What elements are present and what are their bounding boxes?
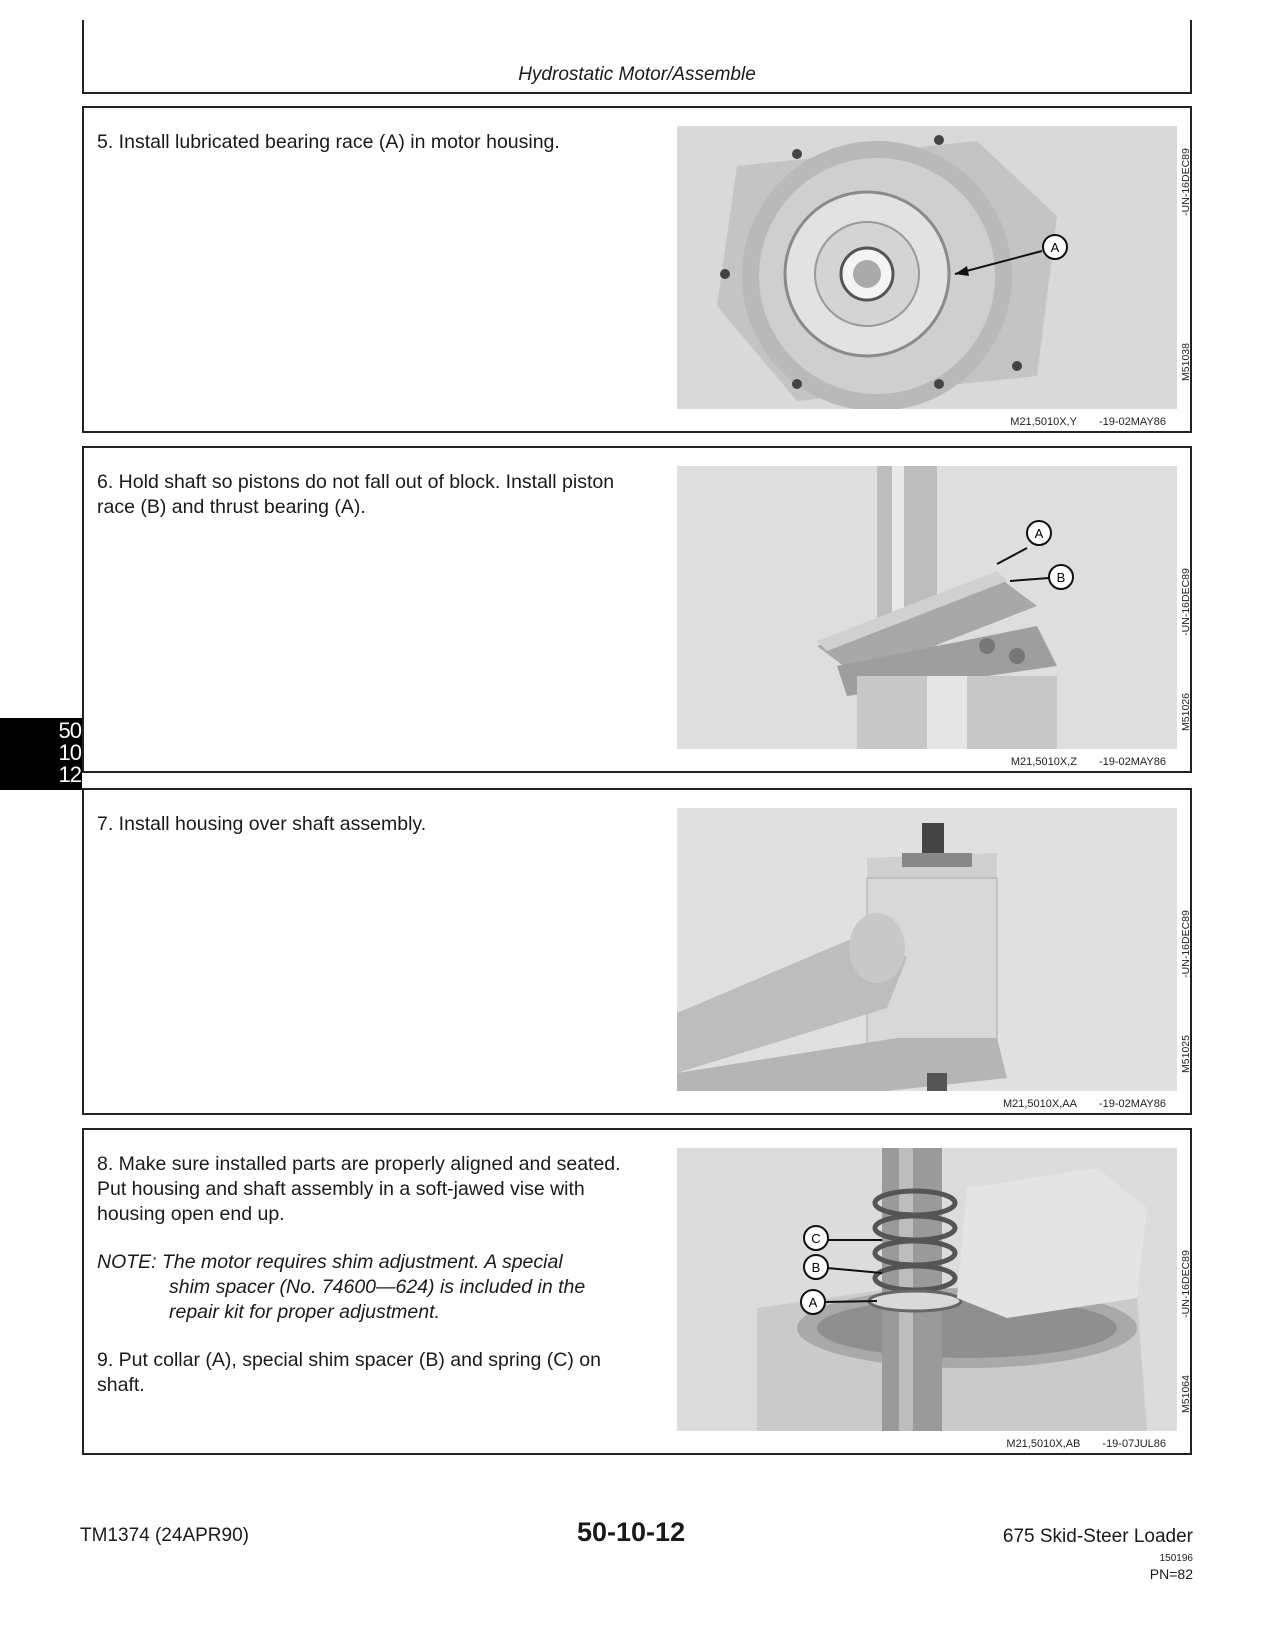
header-frame xyxy=(82,20,1192,94)
step-9-paragraph: 9. Put collar (A), special shim spacer (B) and spring (C) on shaft. xyxy=(97,1349,601,1396)
page-title: Hydrostatic Motor/Assemble xyxy=(518,64,756,85)
photo-id-label: M51026 xyxy=(1180,693,1192,731)
callout-a: A xyxy=(1034,526,1044,541)
caption-code: M21,5010X,AB xyxy=(1006,1438,1081,1450)
photo-ref-label: -UN-16DEC89 xyxy=(1180,1250,1192,1318)
section-tab-line-2: 10 xyxy=(58,740,81,765)
step-7-text xyxy=(97,812,632,860)
step-7-section xyxy=(82,788,1192,1115)
step-8-9-text xyxy=(97,1152,632,1421)
step-6-paragraph: 6. Hold shaft so pistons do not fall out of block. Install piston race (B) and thrust bearing (A). xyxy=(97,471,615,518)
section-tab-line-1: 50 xyxy=(58,718,81,743)
pn-label: PN=82 xyxy=(1149,1566,1193,1582)
step-7-paragraph: 7. Install housing over shaft assembly. xyxy=(97,813,427,835)
note-label: NOTE: xyxy=(97,1251,157,1273)
step-5-section xyxy=(82,106,1192,433)
caption-date: -19-02MAY86 xyxy=(1098,416,1166,428)
callout-c: C xyxy=(811,1231,821,1246)
step-6-caption xyxy=(1011,756,1166,768)
photo-ref-label: -UN-16DEC89 xyxy=(1180,910,1192,978)
step-5-side-codes xyxy=(1180,126,1192,409)
photo-id-label: M51038 xyxy=(1180,343,1192,381)
caption-code: M21,5010X,Z xyxy=(1010,756,1077,768)
step-5-text xyxy=(97,130,632,178)
step-8-9-section xyxy=(82,1128,1192,1455)
photo-ref-label: -UN-16DEC89 xyxy=(1180,148,1192,216)
step-6-side-codes xyxy=(1180,466,1192,749)
photo-id-label: M51025 xyxy=(1180,1035,1192,1073)
caption-code: M21,5010X,Y xyxy=(1010,416,1077,428)
callout-a: A xyxy=(1050,240,1060,255)
callout-b: B xyxy=(1056,570,1066,585)
doc-code: 150196 xyxy=(1159,1553,1193,1564)
step-7-side-codes xyxy=(1180,808,1192,1091)
step-7-caption xyxy=(1003,1098,1166,1110)
section-tab xyxy=(0,718,82,790)
manual-id: TM1374 (24APR90) xyxy=(80,1525,249,1546)
step-8-9-caption xyxy=(1006,1438,1166,1450)
collar-spacer-spring-photo xyxy=(677,1148,1177,1431)
step-8-paragraph: 8. Make sure installed parts are properly aligned and seated. Put housing and shaft assembly in a soft-jawed vise with housing open end up. xyxy=(97,1153,621,1225)
caption-date: -19-02MAY86 xyxy=(1098,756,1166,768)
step-5-caption xyxy=(1010,416,1166,428)
photo-id-label: M51064 xyxy=(1180,1375,1192,1413)
step-6-text xyxy=(97,470,632,543)
callout-a: A xyxy=(808,1295,818,1310)
page-number: 50-10-12 xyxy=(577,1517,686,1547)
caption-date: -19-02MAY86 xyxy=(1098,1098,1166,1110)
shim-note xyxy=(97,1250,632,1325)
thrust-bearing-photo xyxy=(677,466,1177,749)
note-continuation: shim spacer (No. 74600—624) is included in the repair kit for proper adjustment. xyxy=(169,1276,586,1323)
housing-install-photo xyxy=(677,808,1177,1091)
step-8-9-side-codes xyxy=(1180,1148,1192,1431)
step-6-section xyxy=(82,446,1192,773)
product-name: 675 Skid-Steer Loader xyxy=(1002,1526,1193,1547)
section-tab-line-3: 12 xyxy=(58,762,81,787)
photo-ref-label: -UN-16DEC89 xyxy=(1180,568,1192,636)
caption-code: M21,5010X,AA xyxy=(1002,1098,1077,1110)
step-5-paragraph: 5. Install lubricated bearing race (A) in motor housing. xyxy=(97,131,560,153)
bearing-race-photo xyxy=(677,126,1177,409)
caption-date: -19-07JUL86 xyxy=(1102,1438,1166,1450)
note-first-line: The motor requires shim adjustment. A special xyxy=(162,1251,563,1273)
callout-b: B xyxy=(811,1260,821,1275)
